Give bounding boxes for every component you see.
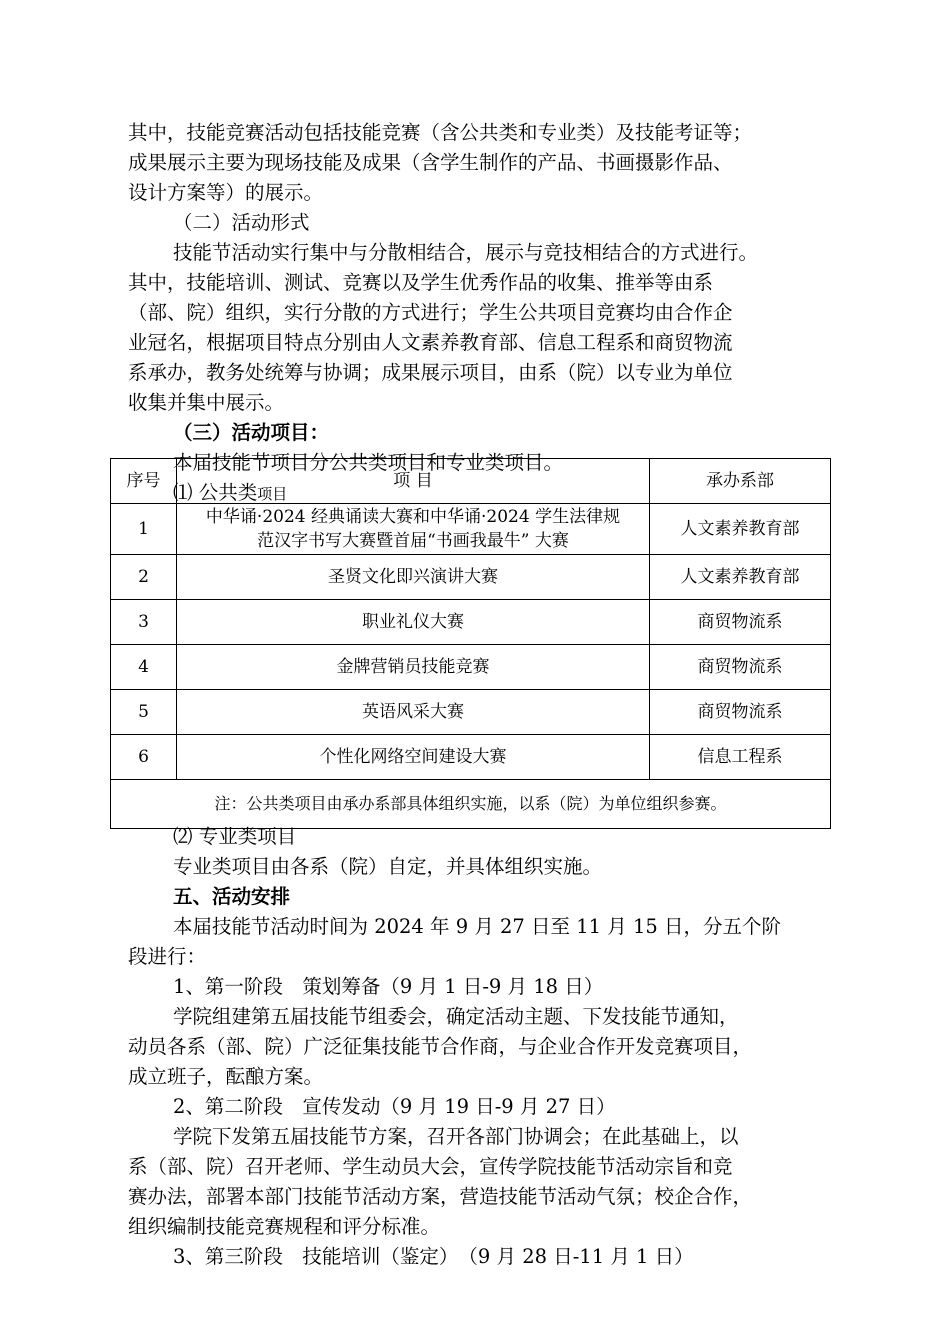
public-label-suffix: 项目 — [257, 485, 288, 503]
cell-dept: 人文素养教育部 — [650, 504, 831, 555]
cell-dept: 人文素养教育部 — [650, 555, 831, 600]
cell-item — [177, 504, 650, 555]
header-no: 序号 — [111, 459, 177, 504]
cell-no: 1 — [111, 504, 177, 555]
intro-line: 设计方案等）的展示。 — [128, 181, 324, 204]
cell-no: 6 — [111, 735, 177, 780]
cell-item-line: 范汉字书写大赛暨首届“书画我最牛” 大赛 — [257, 531, 569, 551]
public-label-text: ⑴ 公共类 — [173, 481, 258, 504]
stage1-line: 动员各系（部、院）广泛征集技能节合作商，与企业合作开发竞赛项目， — [128, 1035, 753, 1058]
stage3-title: 3、第三阶段 技能培训（鉴定） （9 月 28 日-11 月 1 日） — [173, 1245, 694, 1268]
form-line: 收集并集中展示。 — [128, 391, 285, 414]
table-row — [111, 555, 831, 600]
cell-item: 个性化网络空间建设大赛 — [177, 735, 650, 780]
form-line: 技能节活动实行集中与分散相结合，展示与竞技相结合的方式进行。 — [173, 241, 759, 264]
table-row — [111, 690, 831, 735]
items-intro: 本届技能节项目分公共类项目和专业类项目。 — [173, 451, 564, 474]
cell-no: 3 — [111, 600, 177, 645]
document-body — [128, 118, 836, 509]
stage2-line: 学院下发第五届技能节方案，召开各部门协调会；在此基础上，以 — [173, 1125, 739, 1148]
cell-no: 5 — [111, 690, 177, 735]
cell-item: 圣贤文化即兴演讲大赛 — [177, 555, 650, 600]
cell-dept: 商贸物流系 — [650, 690, 831, 735]
cell-item: 金牌营销员技能竞赛 — [177, 645, 650, 690]
stage2-line: 赛办法，部署本部门技能节活动方案，营造技能节活动气氛；校企合作， — [128, 1185, 753, 1208]
cell-dept: 商贸物流系 — [650, 600, 831, 645]
table-row — [111, 600, 831, 645]
cell-item: 英语风采大赛 — [177, 690, 650, 735]
schedule-line: 本届技能节活动时间为 2024 年 9 月 27 日至 11 月 15 日，分五个阶 — [173, 915, 781, 938]
table-header-row — [111, 459, 831, 504]
form-line: 其中，技能培训、测试、竞赛以及学生优秀作品的收集、推举等由系 — [128, 271, 714, 294]
heading-activity-items: （三）活动项目： — [173, 421, 330, 444]
intro-line: 成果展示主要为现场技能及成果（含学生制作的产品、书画摄影作品、 — [128, 151, 733, 174]
stage2-line: 系（部、院）召开老师、学生动员大会，宣传学院技能节活动宗旨和竞 — [128, 1155, 733, 1178]
professional-category-label: ⑵ 专业类项目 — [173, 825, 297, 848]
cell-item: 职业礼仪大赛 — [177, 600, 650, 645]
cell-item-line: 中华诵·2024 经典诵读大赛和中华诵·2024 学生法律规 — [205, 507, 621, 527]
public-items-table — [110, 458, 831, 829]
schedule-line: 段进行： — [128, 945, 207, 968]
header-item: 项 目 — [177, 459, 650, 504]
cell-no: 2 — [111, 555, 177, 600]
heading-activity-form: （二）活动形式 — [173, 211, 310, 234]
professional-text: 专业类项目由各系（院）自定，并具体组织实施。 — [173, 855, 603, 878]
form-line: （部、院）组织，实行分散的方式进行；学生公共项目竞赛均由合作企 — [128, 301, 733, 324]
stage1-line: 成立班子，酝酿方案。 — [128, 1065, 324, 1088]
stage1-title: 1、第一阶段 策划筹备（9 月 1 日-9 月 18 日） — [173, 975, 604, 998]
cell-dept: 信息工程系 — [650, 735, 831, 780]
header-dept: 承办系部 — [650, 459, 831, 504]
form-line: 系承办，教务处统筹与协调；成果展示项目，由系（院）以专业为单位 — [128, 361, 733, 384]
table-row — [111, 645, 831, 690]
heading-schedule: 五、活动安排 — [173, 885, 291, 908]
stage1-line: 学院组建第五届技能节组委会，确定活动主题、下发技能节通知， — [173, 1005, 739, 1028]
table-row — [111, 504, 831, 555]
intro-line: 其中，技能竞赛活动包括技能竞赛（含公共类和专业类）及技能考证等； — [128, 121, 753, 144]
table-row — [111, 735, 831, 780]
stage2-title: 2、第二阶段 宣传发动（9 月 19 日-9 月 27 日） — [173, 1095, 616, 1118]
stage2-line: 组织编制技能竞赛规程和评分标准。 — [128, 1215, 441, 1238]
table-note: 注：公共类项目由承办系部具体组织实施，以系（院）为单位组织参赛。 — [111, 780, 831, 829]
document-body-continued — [128, 822, 836, 1272]
cell-dept: 商贸物流系 — [650, 645, 831, 690]
form-line: 业冠名，根据项目特点分别由人文素养教育部、信息工程系和商贸物流 — [128, 331, 733, 354]
cell-no: 4 — [111, 645, 177, 690]
